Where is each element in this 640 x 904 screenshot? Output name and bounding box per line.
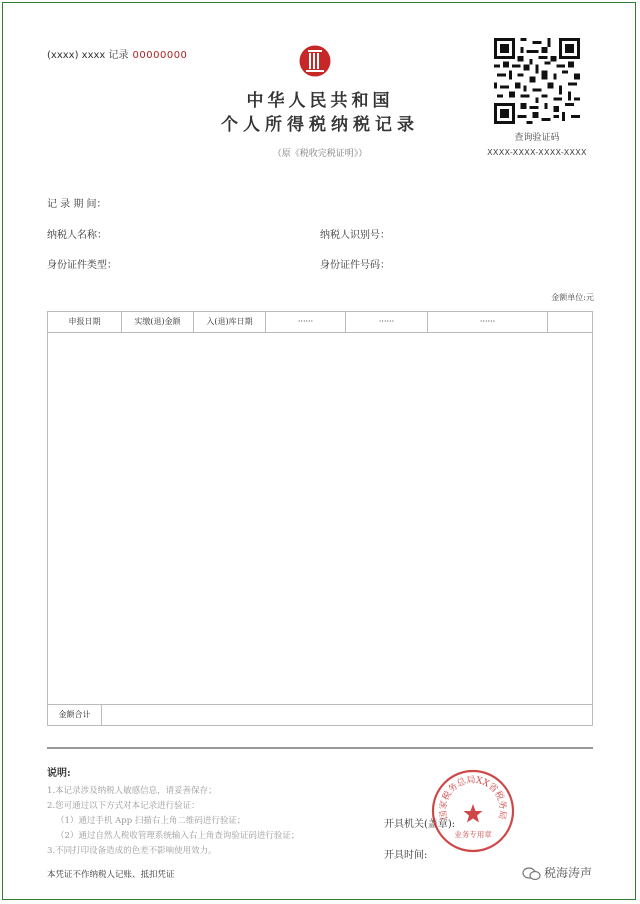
title-country: 中华人民共和国 <box>246 91 394 111</box>
seal-inner-text: 业务专用章 <box>454 830 492 839</box>
tax-emblem-icon <box>298 44 332 78</box>
title-document: 个人所得税纳税记录 <box>221 115 419 135</box>
wechat-icon <box>522 867 542 881</box>
watermark-text: 税海涛声 <box>544 866 593 880</box>
column-header: ······ <box>266 312 346 332</box>
table-header <box>48 312 592 333</box>
record-number: 00000000 <box>132 50 188 61</box>
issue-time-label: 开具时间: <box>384 850 428 861</box>
total-label: 金额合计 <box>48 705 102 725</box>
watermark <box>522 864 592 881</box>
record-period-label: 记 录 期 间： <box>47 199 107 210</box>
taxpayer-id-label: 纳税人识别号： <box>320 230 390 241</box>
verification-code: XXXX-XXXX-XXXX-XXXX <box>487 148 587 157</box>
column-header: ······ <box>346 312 428 332</box>
id-type-label: 身份证件类型： <box>47 260 117 271</box>
table-footer <box>48 704 592 725</box>
issuer-label: 开具机关(盖章): <box>384 819 456 830</box>
record-prefix: (xxxx) xxxx 记录 <box>47 50 129 61</box>
taxpayer-name-label: 纳税人名称： <box>47 230 107 241</box>
note-item: （2）通过自然人税收管理系统输入右上角查询验证码进行验证； <box>56 831 300 841</box>
official-seal-icon <box>430 768 516 854</box>
notes-title: 说明: <box>47 768 71 779</box>
qr-code-icon[interactable] <box>494 38 580 124</box>
note-item: 1.本记录涉及纳税人敏感信息，请妥善保存； <box>47 786 217 796</box>
note-item: 2.您可通过以下方式对本记录进行验证： <box>47 801 200 811</box>
currency-unit: 金额单位:元 <box>551 293 594 302</box>
column-header-empty <box>548 312 592 332</box>
subtitle: （原《税收完税证明》） <box>272 149 368 159</box>
record-id <box>47 46 187 61</box>
column-header: 实缴(退)金额 <box>122 312 194 332</box>
qr-label: 查询验证码 <box>514 133 560 143</box>
column-header: 入(退)库日期 <box>194 312 266 332</box>
note-item: （1）通过手机 App 扫描右上角二维码进行验证； <box>56 816 246 826</box>
tax-record-table <box>47 311 593 726</box>
disclaimer: 本凭证不作纳税人记账、抵扣凭证 <box>47 870 175 880</box>
id-number-label: 身份证件号码： <box>320 260 390 271</box>
column-header: 申报日期 <box>48 312 122 332</box>
column-header: ······ <box>428 312 548 332</box>
section-divider <box>47 747 593 749</box>
note-item: 3.不同打印设备造成的色差不影响使用效力。 <box>47 846 217 856</box>
seal-outer-text: 国家税务总局XX省税务局 <box>438 775 508 821</box>
